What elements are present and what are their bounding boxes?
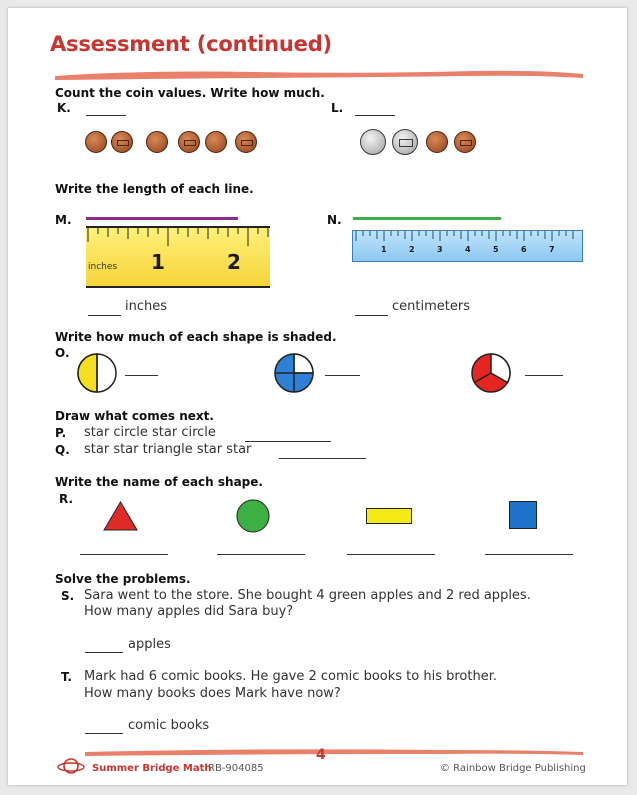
penny-tails-icon: [111, 131, 133, 153]
ruler-number: 1: [151, 250, 165, 274]
ruler-unit-word: inches: [88, 262, 118, 272]
answer-blank-m[interactable]: [88, 314, 121, 316]
answer-blank-t[interactable]: [85, 732, 123, 734]
problem-t-line1: Mark had 6 comic books. He gave 2 comic books to his brother.: [84, 669, 497, 684]
answer-blank-r1[interactable]: [80, 553, 168, 555]
green-circle-shape: [236, 499, 270, 533]
penny-heads-icon: [205, 131, 227, 153]
ruler-number: 4: [465, 245, 471, 254]
patterns-heading: Draw what comes next.: [55, 409, 214, 423]
answer-blank-r4[interactable]: [485, 553, 573, 555]
length-heading: Write the length of each line.: [55, 182, 254, 196]
ruler-number: 2: [227, 250, 241, 274]
answer-blank-o2[interactable]: [325, 374, 360, 376]
penny-heads-icon: [146, 131, 168, 153]
ruler-number: 3: [437, 245, 443, 254]
ruler-number: 1: [381, 245, 387, 254]
penny-tails-icon: [235, 131, 257, 153]
half-shaded-circle: [76, 352, 118, 394]
page-number: 4: [316, 747, 326, 763]
red-triangle-shape: [103, 501, 138, 531]
problem-t-line2: How many books does Mark have now?: [84, 686, 341, 701]
answer-blank-o1[interactable]: [125, 374, 158, 376]
planet-logo-icon: [57, 755, 87, 777]
item-label-n: N.: [327, 213, 342, 227]
nickel-tails-icon: [392, 129, 418, 155]
pattern-text-q: star star triangle star star: [84, 442, 252, 457]
title-underline-swoosh: [55, 66, 585, 84]
item-label-q: Q.: [55, 443, 70, 457]
coins-heading: Count the coin values. Write how much.: [55, 86, 325, 100]
ruler-number: 6: [521, 245, 527, 254]
ruler-number: 2: [409, 245, 415, 254]
answer-blank-p[interactable]: [245, 440, 331, 442]
fractions-heading: Write how much of each shape is shaded.: [55, 330, 337, 344]
penny-heads-icon: [85, 131, 107, 153]
three-quarters-shaded-circle: [273, 352, 315, 394]
item-label-o: O.: [55, 346, 70, 360]
blue-square-shape: [509, 501, 537, 529]
penny-tails-icon: [178, 131, 200, 153]
pattern-text-p: star circle star circle: [84, 425, 216, 440]
penny-heads-icon: [426, 131, 448, 153]
inch-ruler: [86, 226, 270, 288]
shapes-heading: Write the name of each shape.: [55, 475, 263, 489]
item-label-s: S.: [61, 589, 75, 603]
page-title: Assessment (continued): [50, 32, 332, 56]
problem-s-line1: Sara went to the store. She bought 4 green apples and 2 red apples.: [84, 588, 531, 603]
answer-blank-n[interactable]: [355, 314, 388, 316]
answer-blank-k[interactable]: [86, 114, 126, 116]
footer-brand: Summer Bridge Math: [92, 763, 212, 774]
answer-blank-r3[interactable]: [347, 553, 435, 555]
item-label-r: R.: [59, 492, 74, 506]
answer-unit-m: inches: [125, 299, 168, 314]
problems-heading: Solve the problems.: [55, 572, 191, 586]
yellow-rectangle-shape: [366, 508, 412, 524]
answer-blank-o3[interactable]: [525, 374, 563, 376]
two-thirds-shaded-circle: [470, 352, 512, 394]
answer-unit-n: centimeters: [392, 299, 470, 314]
answer-unit-s: apples: [128, 637, 171, 652]
item-label-k: K.: [57, 101, 71, 115]
item-label-l: L.: [331, 101, 344, 115]
item-label-p: P.: [55, 426, 67, 440]
ruler-number: 7: [549, 245, 555, 254]
item-label-m: M.: [55, 213, 72, 227]
line-m: [86, 217, 238, 220]
problem-s-line2: How many apples did Sara buy?: [84, 604, 294, 619]
answer-blank-l[interactable]: [355, 114, 395, 116]
item-label-t: T.: [61, 670, 72, 684]
penny-tails-icon: [454, 131, 476, 153]
answer-unit-t: comic books: [128, 718, 210, 733]
nickel-heads-icon: [360, 129, 386, 155]
answer-blank-r2[interactable]: [217, 553, 305, 555]
line-n: [353, 217, 501, 220]
answer-blank-s[interactable]: [85, 651, 123, 653]
footer-code: RB-904085: [208, 763, 264, 774]
answer-blank-q[interactable]: [279, 457, 366, 459]
ruler-number: 5: [493, 245, 499, 254]
centimeter-ruler: [352, 230, 583, 262]
footer-copyright: © Rainbow Bridge Publishing: [440, 763, 586, 774]
